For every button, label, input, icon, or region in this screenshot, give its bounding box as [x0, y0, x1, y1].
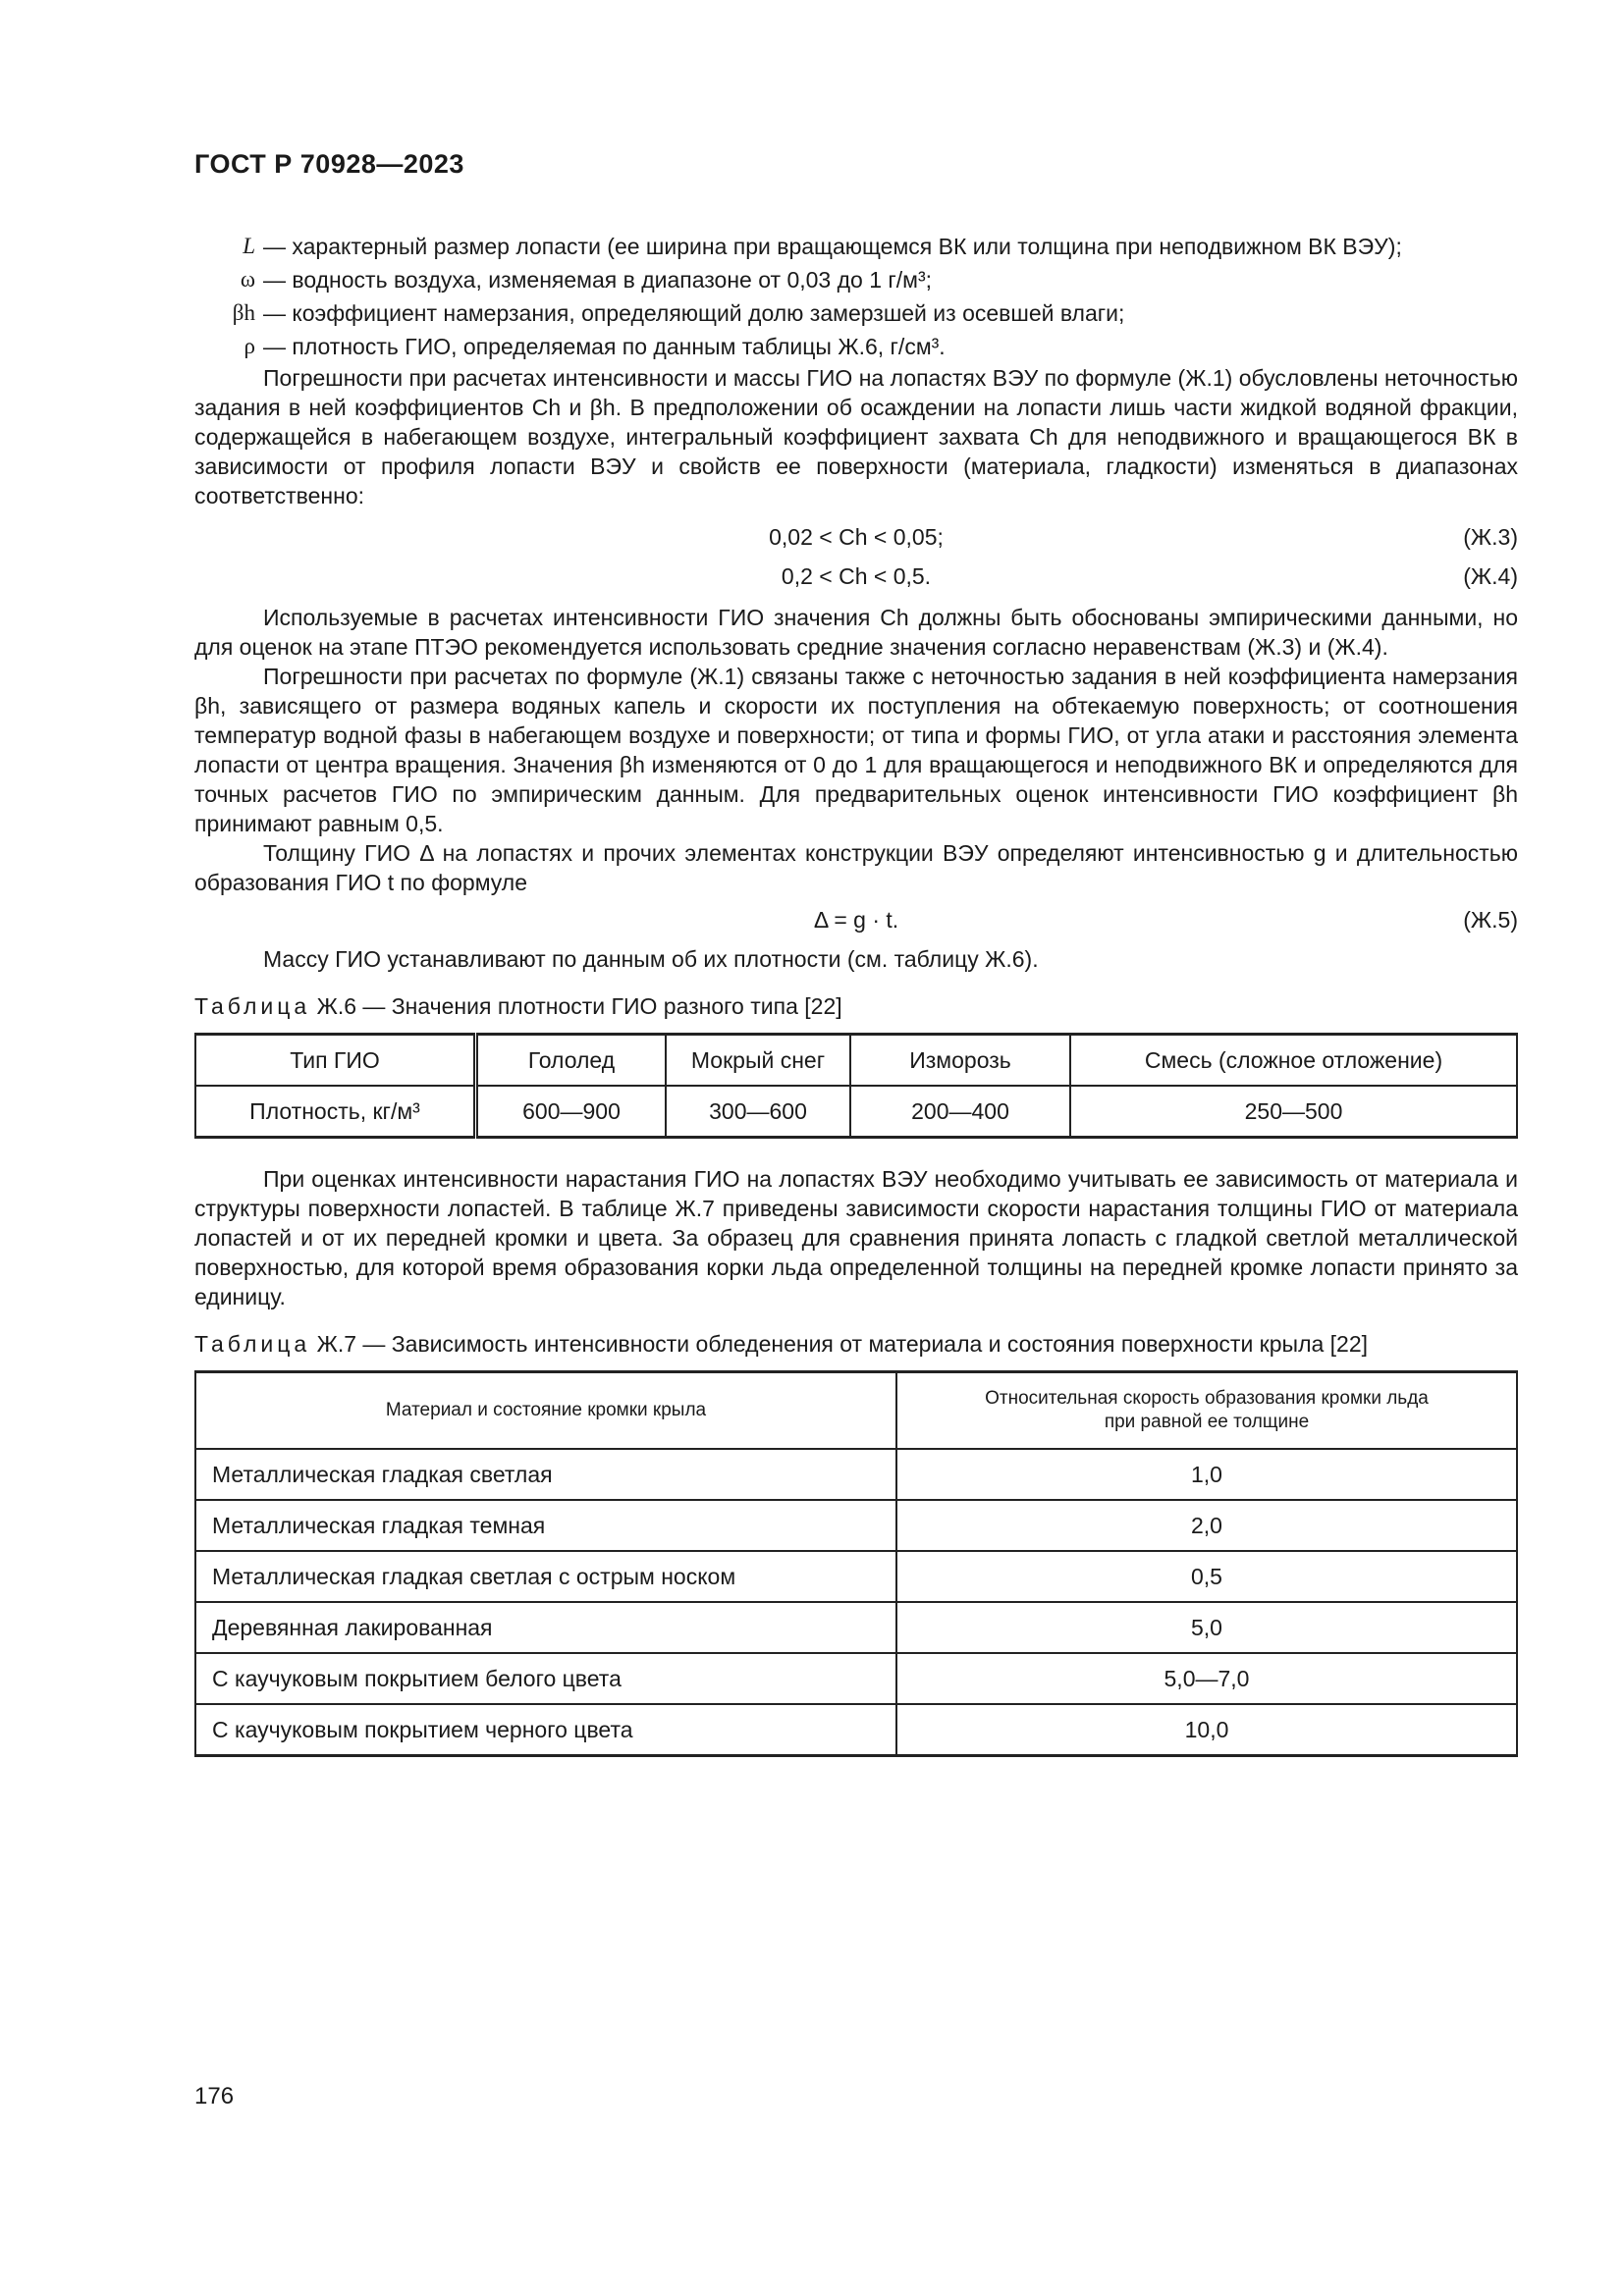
table-cell-material: Металлическая гладкая темная — [195, 1500, 896, 1551]
table-header-cell: Материал и состояние кромки крыла — [195, 1372, 896, 1450]
definition-text: — характерный размер лопасти (ее ширина при вращающемся ВК или толщина при неподвижном ВК ВЭУ); — [263, 234, 1402, 259]
definition-text: — коэффициент намерзания, определяющий долю замерзшей из осевшей влаги; — [263, 300, 1125, 326]
table-cell: 300—600 — [666, 1086, 850, 1138]
table-row — [195, 1551, 1517, 1602]
definition-symbol: ρ — [244, 334, 255, 358]
paragraph-beta-errors: Погрешности при расчетах по формуле (Ж.1) связаны также с неточностью задания в ней коэффициента намерзания βh, зависящего от размера водяных капель и скорости их поступления на обтекаемую поверхность; от соотношения температур водной фазы в набегающем воздухе и поверхности; от типа и формы ГИО, от угла атаки и расстояния элемента лопасти от центра вращения. Значения βh изменяются от 0 до 1 для вращающегося и неподвижного ВК и определяются для точных расчетов ГИО по эмпирическим данным. Для предварительных оценок интенсивности ГИО коэффициент βh принимают равным 0,5. — [194, 664, 1518, 836]
symbol-definitions — [194, 230, 1518, 363]
equation-zh5 — [194, 901, 1518, 940]
table-header-row — [195, 1035, 1517, 1087]
table-icing-intensity — [194, 1370, 1518, 1757]
table7-caption-text: Ж.7 — Зависимость интенсивности обледенения от материала и состояния поверхности крыла [22] — [316, 1331, 1369, 1357]
table-row — [195, 1602, 1517, 1653]
table-cell-value: 1,0 — [896, 1449, 1517, 1500]
definition-text: — водность воздуха, изменяемая в диапазоне от 0,03 до 1 г/м³; — [263, 267, 933, 293]
equation-zh3 — [194, 518, 1518, 558]
definition-rho — [194, 330, 1518, 363]
equation-formula: Δ = g · t. — [813, 907, 899, 933]
equation-formula: 0,2 < Ch < 0,5. — [781, 563, 932, 589]
equation-number: (Ж.4) — [1463, 563, 1518, 589]
table-header-cell: Тип ГИО — [195, 1035, 476, 1087]
table-cell-value: 0,5 — [896, 1551, 1517, 1602]
table-row — [195, 1653, 1517, 1704]
paragraph-errors: Погрешности при расчетах интенсивности и массы ГИО на лопастях ВЭУ по формуле (Ж.1) обусловлены неточностью задания в ней коэффициентов Ch и βh. В предположении об осаждении на лопасти лишь части жидкой водяной фракции, содержащейся в набегающем воздухе, интегральный коэффициент захвата Ch для неподвижного и вращающегося ВК в зависимости от профиля лопасти ВЭУ и свойств ее поверхности (материала, гладкости) изменяться в диапазонах соответственно: — [194, 365, 1518, 508]
definition-l — [194, 230, 1518, 263]
table-header-cell: Гололед — [476, 1035, 667, 1087]
table-cell: 250—500 — [1070, 1086, 1517, 1138]
table-cell: 200—400 — [850, 1086, 1070, 1138]
equation-number: (Ж.3) — [1463, 524, 1518, 550]
table-header-cell — [896, 1372, 1517, 1450]
paragraph-surface: При оценках интенсивности нарастания ГИО на лопастях ВЭУ необходимо учитывать ее зависимость от материала и структуры поверхности лопастей. В таблице Ж.7 приведены зависимости скорости нарастания толщины ГИО от материала лопастей и от их передней кромки и цвета. За образец для сравнения принята лопасть с гладкой светлой металлической поверхностью, для которой время образования корки льда определенной толщины на передней кромке лопасти принято за единицу. — [194, 1166, 1518, 1309]
table-row — [195, 1086, 1517, 1138]
document-body — [194, 363, 1518, 1757]
table-cell-value: 10,0 — [896, 1704, 1517, 1756]
table6-caption — [194, 991, 1518, 1021]
definition-symbol: ω — [240, 267, 255, 292]
equation-number: (Ж.5) — [1463, 907, 1518, 933]
table-ice-density — [194, 1033, 1518, 1139]
definition-symbol: βh — [232, 300, 255, 325]
table-row — [195, 1500, 1517, 1551]
table-cell: 600—900 — [476, 1086, 667, 1138]
table-row-label: Плотность, кг/м³ — [195, 1086, 476, 1138]
table-header-cell: Изморозь — [850, 1035, 1070, 1087]
table-cell-value: 5,0—7,0 — [896, 1653, 1517, 1704]
table-cell-value: 5,0 — [896, 1602, 1517, 1653]
paragraph-ch-values: Используемые в расчетах интенсивности ГИО значения Ch должны быть обоснованы эмпирическими данными, но для оценок на этапе ПТЭО рекомендуется использовать средние значения согласно неравенствам (Ж.3) и (Ж.4). — [194, 605, 1518, 660]
table6-caption-label: Таблица — [194, 993, 311, 1019]
document-header: ГОСТ Р 70928—2023 — [194, 149, 464, 179]
definition-omega — [194, 263, 1518, 296]
table-header-cell: Мокрый снег — [666, 1035, 850, 1087]
page-number: 176 — [194, 2083, 235, 2109]
equation-formula: 0,02 < Ch < 0,05; — [769, 524, 944, 550]
table-cell-material: С каучуковым покрытием белого цвета — [195, 1653, 896, 1704]
table-cell-material: С каучуковым покрытием черного цвета — [195, 1704, 896, 1756]
header-line: при равной ее толщине — [1104, 1412, 1310, 1432]
equation-zh4 — [194, 558, 1518, 597]
table-cell-material: Деревянная лакированная — [195, 1602, 896, 1653]
table-cell-material: Металлическая гладкая светлая — [195, 1449, 896, 1500]
table-row — [195, 1449, 1517, 1500]
table-row — [195, 1704, 1517, 1756]
table7-caption-label: Таблица — [194, 1331, 311, 1357]
definition-text: — плотность ГИО, определяемая по данным таблицы Ж.6, г/см³. — [263, 334, 946, 359]
table-cell-value: 2,0 — [896, 1500, 1517, 1551]
table-cell-material: Металлическая гладкая светлая с острым носком — [195, 1551, 896, 1602]
paragraph-mass: Массу ГИО устанавливают по данным об их плотности (см. таблицу Ж.6). — [263, 946, 1039, 972]
definition-symbol: L — [243, 234, 255, 258]
definition-beta — [194, 296, 1518, 330]
paragraph-thickness: Толщину ГИО Δ на лопастях и прочих элементах конструкции ВЭУ определяют интенсивностью g и длительностью образования ГИО t по формуле — [194, 840, 1518, 895]
table-header-cell: Смесь (сложное отложение) — [1070, 1035, 1517, 1087]
header-line: Относительная скорость образования кромки льда — [985, 1388, 1429, 1409]
table-header-row — [195, 1372, 1517, 1450]
table7-caption — [194, 1329, 1518, 1359]
table6-caption-text: Ж.6 — Значения плотности ГИО разного типа [22] — [316, 993, 842, 1019]
